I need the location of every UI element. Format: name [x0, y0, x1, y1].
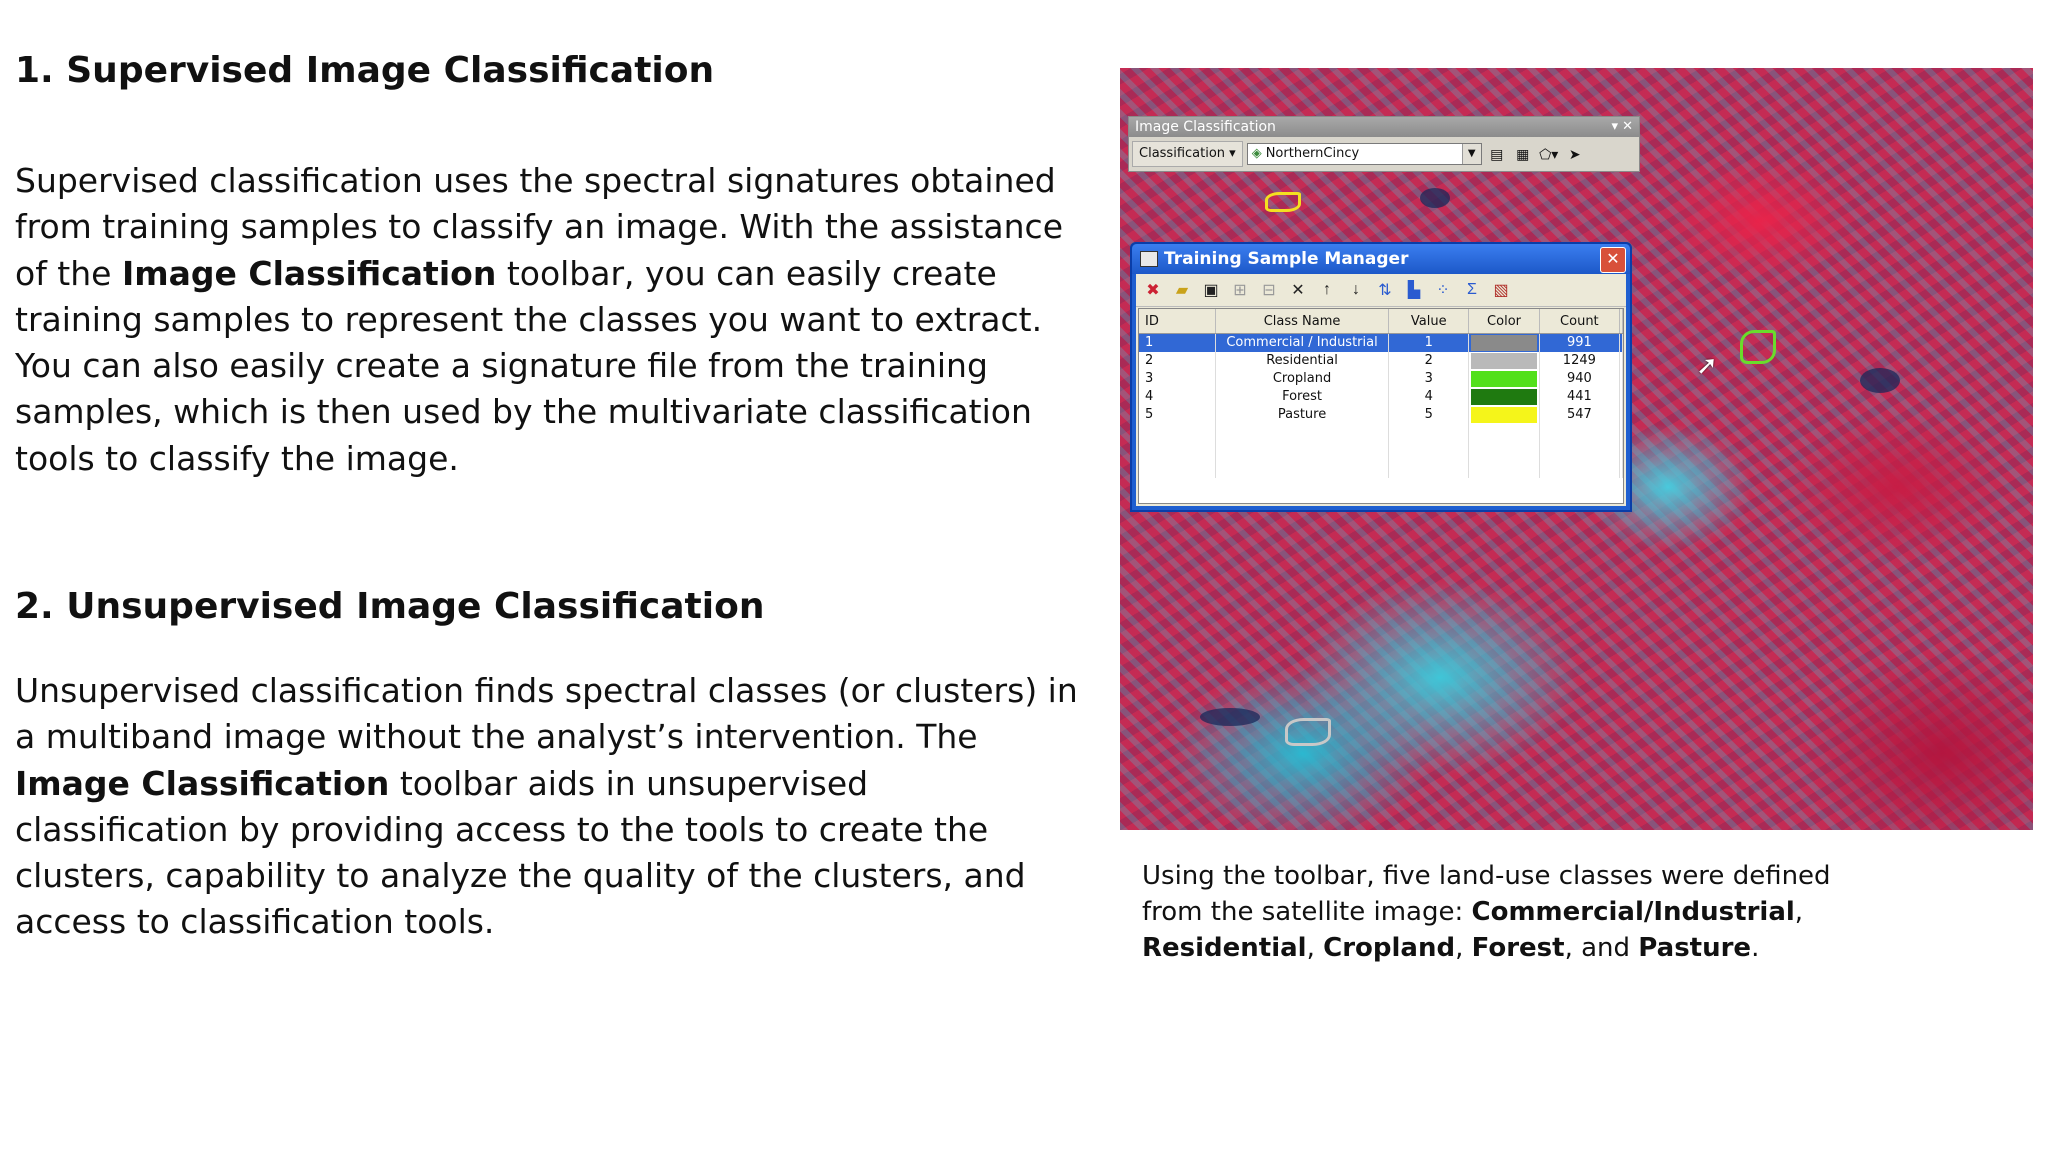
- cell-value[interactable]: 4: [1389, 388, 1469, 406]
- cell-class-name[interactable]: Residential: [1215, 352, 1388, 370]
- satellite-image-figure: [1120, 68, 2033, 830]
- cell-value[interactable]: 1: [1389, 334, 1469, 353]
- save-icon[interactable]: ▣: [1203, 282, 1219, 299]
- tsm-title-bar: Training Sample Manager ✕: [1132, 244, 1630, 274]
- tsm-toolbar: [1136, 274, 1626, 307]
- arrow-up-icon[interactable]: ↑: [1323, 281, 1331, 298]
- water-body: [1200, 708, 1260, 726]
- table-row[interactable]: [1139, 334, 1623, 353]
- mouse-cursor-icon: ➚: [1696, 350, 1718, 380]
- color-swatch[interactable]: [1471, 353, 1536, 369]
- color-swatch[interactable]: [1471, 335, 1536, 351]
- close-icon[interactable]: ✕: [1600, 247, 1626, 273]
- bold-image-classification: Image Classification: [121, 253, 497, 293]
- water-body: [1420, 188, 1450, 208]
- arrow-down-icon[interactable]: ↓: [1352, 281, 1360, 298]
- cell-value[interactable]: 5: [1389, 406, 1469, 424]
- cell-count[interactable]: 991: [1539, 334, 1619, 353]
- image-classification-toolbar: [1128, 116, 1640, 172]
- delete-icon[interactable]: ✕: [1291, 282, 1305, 299]
- col-header-count[interactable]: Count: [1539, 309, 1619, 334]
- cell-class-name[interactable]: Pasture: [1215, 406, 1388, 424]
- cell-color[interactable]: [1469, 388, 1539, 406]
- sort-icon[interactable]: ⇅: [1378, 282, 1392, 299]
- class-forest: Forest: [1471, 933, 1565, 963]
- training-polygon: [1285, 718, 1331, 746]
- col-header-class-name[interactable]: Class Name: [1215, 309, 1388, 334]
- color-swatch[interactable]: [1471, 407, 1536, 423]
- delete-sample-icon[interactable]: ✖: [1146, 282, 1160, 299]
- signature-file-icon[interactable]: ▧: [1493, 282, 1509, 299]
- cell-count[interactable]: 547: [1539, 406, 1619, 424]
- select-pointer-icon[interactable]: ➤: [1568, 145, 1581, 162]
- cell-color[interactable]: [1469, 334, 1539, 353]
- cell-id[interactable]: 1: [1139, 334, 1215, 353]
- open-folder-icon[interactable]: ▰: [1175, 282, 1189, 299]
- draw-polygon-icon[interactable]: ⬠▾: [1539, 145, 1559, 162]
- class-cropland: Cropland: [1323, 933, 1456, 963]
- training-polygon: [1740, 330, 1776, 364]
- cell-count[interactable]: 940: [1539, 370, 1619, 388]
- cell-id[interactable]: 5: [1139, 406, 1215, 424]
- cell-class-name[interactable]: Cropland: [1215, 370, 1388, 388]
- table-row[interactable]: [1139, 406, 1623, 424]
- section2-title: 2. Unsupervised Image Classification: [15, 586, 765, 627]
- cell-value[interactable]: 3: [1389, 370, 1469, 388]
- training-polygon: [1265, 192, 1301, 212]
- water-body: [1860, 368, 1900, 393]
- class-residential: Residential: [1142, 933, 1307, 963]
- figure-caption: Using the toolbar, five land-use classes were defined from the satellite image: Commercial/Industrial, Residential, Cropland, Forest, and Pasture.: [1142, 861, 1831, 963]
- section1-body: [15, 158, 1090, 482]
- cell-value[interactable]: 2: [1389, 352, 1469, 370]
- empty-row: [1139, 424, 1623, 442]
- section1-title: 1. Supervised Image Classification: [15, 50, 715, 91]
- classify-icon[interactable]: ▦: [1516, 145, 1530, 162]
- cell-class-name[interactable]: Forest: [1215, 388, 1388, 406]
- cell-id[interactable]: 3: [1139, 370, 1215, 388]
- col-header-color[interactable]: Color: [1469, 309, 1539, 334]
- toolbar-window-controls[interactable]: ▾ ✕: [1611, 119, 1633, 134]
- cell-count[interactable]: 441: [1539, 388, 1619, 406]
- layer-select[interactable]: ◈ NorthernCincy ▼: [1247, 143, 1482, 165]
- table-row[interactable]: [1139, 370, 1623, 388]
- cell-color[interactable]: [1469, 352, 1539, 370]
- cell-color[interactable]: [1469, 370, 1539, 388]
- layer-icon: ◈: [1251, 146, 1262, 161]
- classification-menu[interactable]: Classification ▾: [1132, 141, 1243, 167]
- color-swatch[interactable]: [1471, 371, 1536, 387]
- cell-class-name[interactable]: Commercial / Industrial: [1215, 334, 1388, 353]
- cell-id[interactable]: 2: [1139, 352, 1215, 370]
- col-header-id[interactable]: ID: [1139, 309, 1215, 334]
- window-icon: [1140, 251, 1158, 267]
- section1-paragraph: Supervised classification uses the spectral signatures obtained from training samples to classify an image. With the assistance of the Image Classification toolbar, you can easily create training samples to represent the classes you want to extract. You can also easily create a signature file from the training samples, which is then used by the multivariate classification tools to classify the image.: [15, 161, 1063, 478]
- cell-color[interactable]: [1469, 406, 1539, 424]
- cell-id[interactable]: 4: [1139, 388, 1215, 406]
- color-swatch[interactable]: [1471, 389, 1536, 405]
- class-commercial-industrial: Commercial/Industrial: [1471, 897, 1795, 927]
- class-pasture: Pasture: [1638, 933, 1752, 963]
- section2-body: [15, 668, 1090, 946]
- training-samples-table: [1138, 308, 1624, 504]
- training-manager-icon[interactable]: ▤: [1490, 145, 1504, 162]
- histogram-icon[interactable]: ▙: [1407, 282, 1421, 299]
- table-row[interactable]: [1139, 388, 1623, 406]
- split-icon[interactable]: ⊟: [1262, 282, 1276, 299]
- empty-row: [1139, 442, 1623, 460]
- col-header-value[interactable]: Value: [1389, 309, 1469, 334]
- scatterplot-icon[interactable]: ⁘: [1436, 282, 1450, 299]
- empty-row: [1139, 460, 1623, 478]
- section2-paragraph: Unsupervised classification finds spectral classes (or clusters) in a multiband image without the analyst’s intervention. The Image Classification toolbar aids in unsupervised classification by providing access to the tools to create the clusters, capability to analyze the quality of the clusters, and access to classification tools.: [15, 671, 1078, 942]
- merge-icon[interactable]: ⊞: [1233, 282, 1247, 299]
- cell-count[interactable]: 1249: [1539, 352, 1619, 370]
- training-sample-manager-window: [1130, 242, 1632, 512]
- table-row[interactable]: [1139, 352, 1623, 370]
- bold-image-classification: Image Classification: [15, 763, 390, 803]
- chevron-down-icon[interactable]: ▼: [1462, 144, 1481, 164]
- statistics-icon[interactable]: Σ: [1467, 281, 1477, 298]
- toolbar-title: Image Classification ▾ ✕: [1129, 117, 1639, 137]
